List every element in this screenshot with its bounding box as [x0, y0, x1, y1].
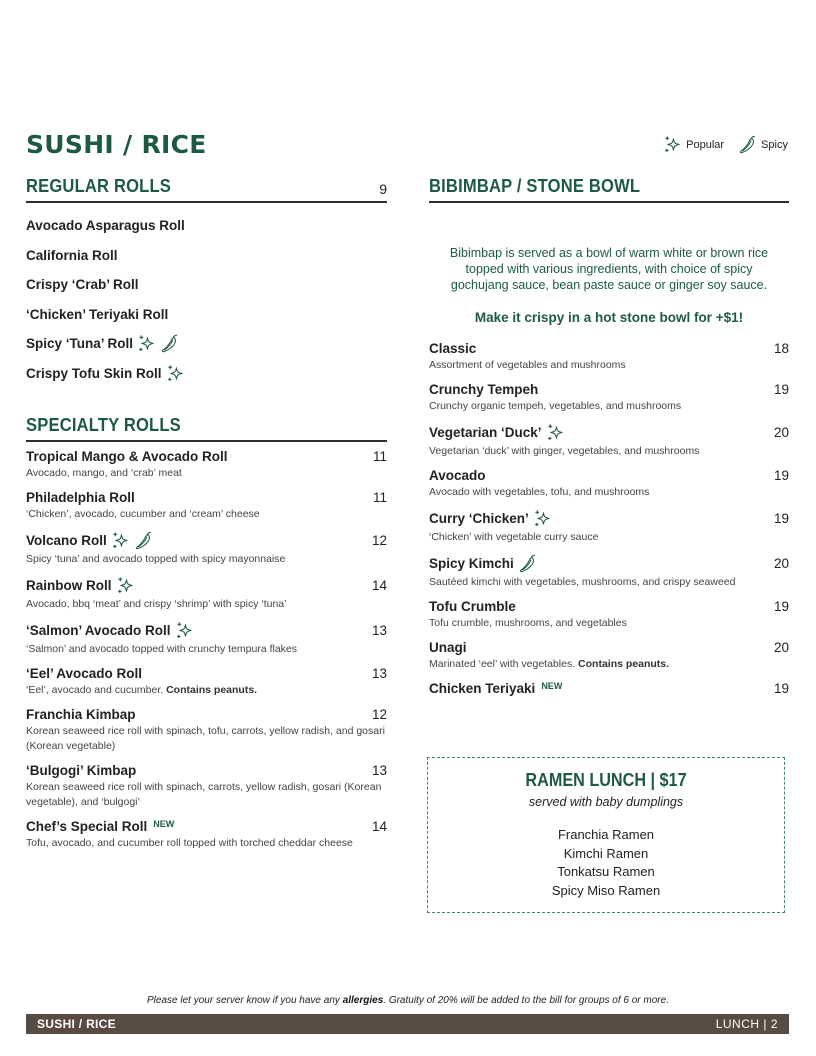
menu-item-name: [429, 423, 565, 442]
ramen-list: [428, 826, 784, 900]
menu-item-row: [26, 707, 387, 722]
menu-item-description: [26, 507, 387, 522]
menu-item-title: Philadelphia Roll: [26, 490, 135, 505]
menu-item-name: [429, 554, 537, 573]
menu-item: [26, 763, 387, 810]
menu-item-title: Rainbow Roll: [26, 578, 112, 593]
menu-item-row: [26, 819, 387, 834]
menu-item-name: [429, 681, 562, 696]
menu-item: [429, 554, 789, 590]
menu-item-row: [429, 554, 789, 573]
menu-item-name: [26, 763, 136, 778]
menu-item-title: ‘Eel’ Avocado Roll: [26, 666, 143, 681]
menu-item: [429, 509, 789, 545]
menu-item-description: [26, 780, 387, 810]
menu-item-title: Tropical Mango & Avocado Roll: [26, 449, 228, 464]
menu-item: [26, 576, 387, 612]
ramen-title: RAMEN LUNCH | $17: [525, 770, 687, 790]
chili-pepper-icon: [160, 334, 179, 353]
menu-item-description: [26, 642, 387, 657]
menu-item-price: 19: [773, 599, 789, 614]
roll-item: [26, 241, 387, 271]
sparkle-icon: [663, 135, 682, 154]
menu-item: [429, 640, 789, 672]
menu-item-description-text: Crunchy organic tempeh, vegetables, and mushrooms: [429, 400, 682, 412]
menu-item-price: 12: [371, 533, 387, 548]
menu-item-description-text: Korean seaweed rice roll with spinach, tofu, carrots, yellow radish, and gosari (Korean vegetable): [26, 725, 385, 752]
menu-item-price: 20: [773, 556, 789, 571]
menu-item-title: Spicy Kimchi: [429, 556, 514, 571]
menu-item-price: 13: [371, 763, 387, 778]
menu-item-row: [429, 468, 789, 483]
footer-note-allergies: allergies: [342, 995, 384, 1006]
menu-item: [429, 599, 789, 631]
menu-item-name: [429, 640, 467, 655]
chili-pepper-icon: [134, 531, 153, 550]
menu-item-price: 11: [372, 490, 387, 505]
new-badge: NEW: [541, 680, 563, 691]
menu-item-title: Franchia Kimbap: [26, 707, 136, 722]
regular-rolls-title: REGULAR ROLLS: [26, 176, 172, 196]
menu-item-title: Chef’s Special Roll: [26, 819, 148, 834]
menu-item-description: [26, 552, 387, 567]
menu-item-description-text: Sautéed kimchi with vegetables, mushrooms, and crispy seaweed: [429, 576, 736, 588]
roll-name: California Roll: [26, 247, 118, 263]
menu-item-row: [429, 599, 789, 614]
menu-item-price: 12: [371, 707, 387, 722]
menu-item-description: [429, 358, 789, 373]
crispy-note: Make it crispy in a hot stone bowl for +$1!: [474, 310, 744, 325]
allergen-warning: Contains peanuts.: [166, 684, 258, 696]
menu-item-name: [429, 341, 476, 356]
roll-name: ‘Chicken’ Teriyaki Roll: [26, 306, 169, 322]
menu-item-title: ‘Bulgogi’ Kimbap: [26, 763, 137, 778]
specialty-rolls-header: [26, 415, 387, 442]
menu-item-description-text: ‘Chicken’ with vegetable curry sauce: [429, 531, 599, 543]
sparkle-icon: [137, 334, 156, 353]
menu-item-description-text: Tofu, avocado, and cucumber roll topped with torched cheddar cheese: [26, 837, 353, 849]
menu-item: [26, 449, 387, 481]
bibimbap-title: BIBIMBAP / STONE BOWL: [429, 176, 641, 196]
legend-spicy: [738, 135, 788, 154]
menu-item-name: [26, 531, 153, 550]
menu-item-name: [26, 490, 135, 505]
menu-item-description-text: Korean seaweed rice roll with spinach, carrots, yellow radish, gosari (Korean vegetable), and ‘bulgogi’: [26, 781, 382, 808]
menu-item: [429, 468, 789, 500]
menu-item-description: [26, 836, 387, 851]
roll-name: Spicy ‘Tuna’ Roll: [26, 336, 134, 352]
menu-item-title: ‘Salmon’ Avocado Roll: [26, 623, 171, 638]
footer-bar: [26, 1014, 789, 1034]
menu-item-name: [429, 509, 552, 528]
menu-item-description-text: ‘Salmon’ and avocado topped with crunchy tempura flakes: [26, 643, 298, 655]
menu-item-price: 19: [773, 511, 789, 526]
menu-item-description: [429, 444, 789, 459]
sparkle-icon: [533, 509, 552, 528]
menu-item-description-text: Marinated ‘eel’ with vegetables.: [429, 658, 579, 670]
roll-item: [26, 270, 387, 300]
menu-item-row: [26, 621, 387, 640]
menu-item-title: Crunchy Tempeh: [429, 382, 539, 397]
menu-item: [26, 819, 387, 851]
menu-item-price: 13: [371, 623, 387, 638]
menu-item-description: [26, 724, 387, 754]
new-badge: NEW: [153, 818, 175, 829]
menu-item-title: Vegetarian ‘Duck’: [429, 425, 542, 440]
menu-item-row: [429, 509, 789, 528]
specialty-rolls-title: SPECIALTY ROLLS: [26, 415, 181, 435]
menu-item: [429, 681, 789, 696]
bibimbap-list: [429, 341, 789, 696]
menu-item-description-text: Vegetarian ‘duck’ with ginger, vegetables, and mushrooms: [429, 445, 700, 457]
roll-item: [26, 211, 387, 241]
menu-item-description: [26, 597, 387, 612]
menu-item-title: Classic: [429, 341, 477, 356]
legend-spicy-label: Spicy: [761, 138, 788, 151]
footer-note-pre: Please let your server know if you have any: [147, 995, 343, 1006]
menu-item-row: [26, 666, 387, 681]
menu-item-description: [26, 683, 387, 698]
menu-item-name: [26, 666, 142, 681]
ramen-subtitle: served with baby dumplings: [528, 795, 684, 809]
menu-item-description: [26, 466, 387, 481]
menu-item-name: [26, 576, 135, 595]
menu-item-title: Volcano Roll: [26, 533, 107, 548]
right-column: [429, 176, 789, 696]
menu-item: [429, 382, 789, 414]
menu-item-price: 14: [371, 819, 387, 834]
menu-item-description-text: Tofu crumble, mushrooms, and vegetables: [429, 617, 627, 629]
menu-item: [26, 707, 387, 754]
roll-item: [26, 329, 387, 359]
menu-item-row: [26, 449, 387, 464]
bibimbap-intro: Bibimbap is served as a bowl of warm white or brown rice topped with various ingredients, with choice of spicy gochujang sauce, bean paste sauce or ginger soy sauce.: [449, 246, 769, 292]
footer-section-label: SUSHI / RICE: [37, 1017, 116, 1031]
menu-item-description: [429, 399, 789, 414]
menu-item-row: [429, 640, 789, 655]
menu-item-title: Curry ‘Chicken’: [429, 511, 529, 526]
menu-item-description-text: ‘Eel’, avocado and cucumber.: [26, 684, 167, 696]
menu-item-title: Tofu Crumble: [429, 599, 516, 614]
menu-item-description-text: Spicy ‘tuna’ and avocado topped with spicy mayonnaise: [26, 553, 286, 565]
menu-item-price: 11: [372, 449, 387, 464]
menu-item-description: [429, 616, 789, 631]
menu-item: [26, 621, 387, 657]
menu-item-description-text: Avocado with vegetables, tofu, and mushrooms: [429, 486, 650, 498]
menu-item-description-text: Assortment of vegetables and mushrooms: [429, 359, 626, 371]
menu-item-row: [429, 382, 789, 397]
legend-popular: [663, 135, 724, 154]
menu-item-price: 19: [773, 382, 789, 397]
menu-item-description-text: ‘Chicken’, avocado, cucumber and ‘cream’ cheese: [26, 508, 260, 520]
menu-item-price: 19: [773, 468, 789, 483]
menu-item-row: [26, 490, 387, 505]
sparkle-icon: [166, 364, 185, 383]
menu-item-row: [429, 341, 789, 356]
ramen-item: Kimchi Ramen: [563, 845, 649, 861]
menu-item-price: 13: [371, 666, 387, 681]
regular-rolls-header: [26, 176, 387, 203]
ramen-item: Spicy Miso Ramen: [551, 882, 661, 898]
chili-pepper-icon: [518, 554, 537, 573]
menu-item-row: [429, 423, 789, 442]
roll-item: [26, 359, 387, 389]
ramen-item: Franchia Ramen: [557, 827, 655, 842]
menu-item: [429, 341, 789, 373]
icon-legend: [663, 135, 788, 154]
menu-item-title: Avocado: [429, 468, 486, 483]
sparkle-icon: [111, 531, 130, 550]
menu-item: [26, 531, 387, 567]
roll-name: Crispy ‘Crab’ Roll: [26, 277, 139, 293]
bibimbap-header: [429, 176, 789, 203]
regular-rolls-price: 9: [379, 181, 387, 197]
sparkle-icon: [175, 621, 194, 640]
regular-rolls-list: [26, 211, 387, 388]
menu-item-name: [429, 599, 516, 614]
menu-item-description-text: Avocado, bbq ‘meat’ and crispy ‘shrimp’ with spicy ‘tuna’: [26, 598, 287, 610]
menu-item-row: [429, 681, 789, 696]
legend-popular-label: Popular: [686, 138, 725, 151]
menu-item-price: 14: [371, 578, 387, 593]
menu-item: [26, 666, 387, 698]
menu-item-name: [429, 468, 486, 483]
menu-item-title: Chicken Teriyaki: [429, 681, 536, 696]
menu-item-price: 20: [773, 640, 789, 655]
ramen-item: Tonkatsu Ramen: [557, 864, 655, 879]
menu-item-name: [26, 707, 136, 722]
roll-name: Crispy Tofu Skin Roll: [26, 365, 162, 381]
menu-item: [429, 423, 789, 459]
menu-item-name: [26, 819, 174, 834]
page-title: SUSHI / RICE: [26, 130, 207, 159]
menu-item-description: [429, 530, 789, 545]
menu-item-price: 18: [773, 341, 789, 356]
menu-item-name: [26, 621, 194, 640]
footer-note: [0, 995, 816, 1006]
roll-name: Avocado Asparagus Roll: [26, 218, 185, 234]
menu-item-row: [26, 531, 387, 550]
allergen-warning: Contains peanuts.: [578, 658, 670, 670]
menu-item-title: Unagi: [429, 640, 467, 655]
menu-item-price: 19: [773, 681, 789, 696]
menu-item-description: [429, 575, 789, 590]
sparkle-icon: [546, 423, 565, 442]
menu-item: [26, 490, 387, 522]
left-column: [26, 176, 387, 851]
specialty-rolls-list: [26, 449, 387, 851]
menu-item-description: [429, 657, 789, 672]
roll-item: [26, 300, 387, 330]
footer-page-label: LUNCH | 2: [715, 1017, 778, 1031]
ramen-lunch-box: [427, 757, 785, 913]
menu-item-name: [26, 449, 228, 464]
menu-item-description-text: Avocado, mango, and ‘crab’ meat: [26, 467, 182, 479]
menu-item-name: [429, 382, 538, 397]
sparkle-icon: [116, 576, 135, 595]
menu-item-row: [26, 763, 387, 778]
chili-pepper-icon: [738, 135, 757, 154]
menu-item-row: [26, 576, 387, 595]
footer-note-post: . Gratuity of 20% will be added to the bill for groups of 6 or more.: [383, 995, 669, 1006]
menu-item-description: [429, 485, 789, 500]
menu-item-price: 20: [773, 425, 789, 440]
